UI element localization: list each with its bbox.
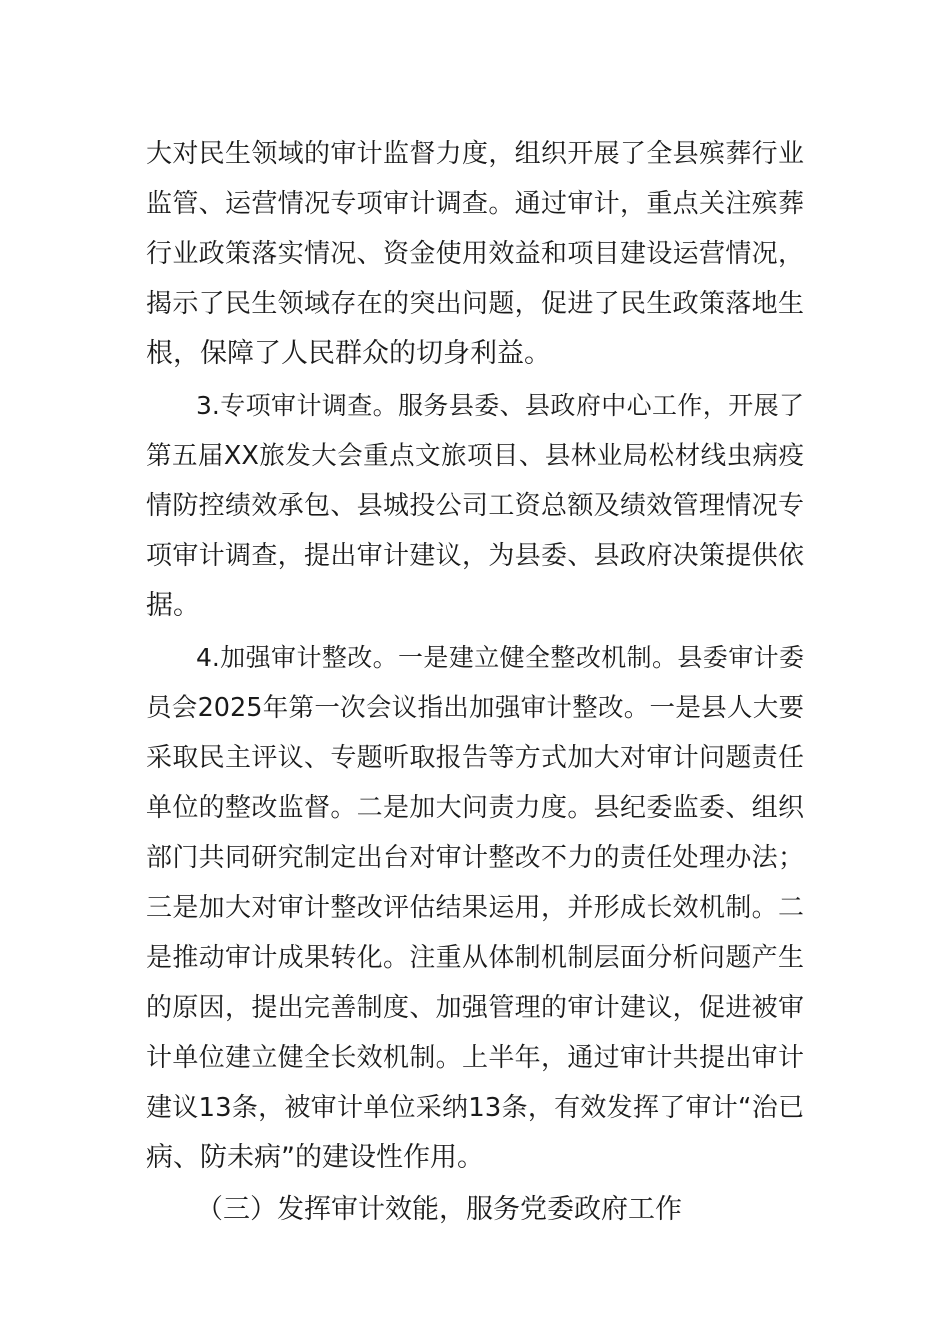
paragraph-line: 是推动审计成果转化。注重从体制机制层面分析问题产生 (146, 943, 804, 973)
paragraph-line: 行业政策落实情况、资金使用效益和项目建设运营情况， (146, 239, 804, 269)
paragraph-line: 监管、运营情况专项审计调查。通过审计，重点关注殡葬 (146, 189, 804, 219)
paragraph-line: 部门共同研究制定出台对审计整改不力的责任处理办法； (146, 843, 804, 873)
paragraph-line: 病、防未病”的建设性作用。 (146, 1142, 484, 1173)
paragraph-line: 根，保障了人民群众的切身利益。 (146, 338, 551, 369)
paragraph-line: 的原因，提出完善制度、加强管理的审计建议，促进被审 (146, 993, 804, 1023)
paragraph-line: 据。 (146, 590, 200, 621)
paragraph-line: 单位的整改监督。二是加大问责力度。县纪委监委、组织 (146, 793, 804, 823)
paragraph-line: 4.加强审计整改。一是建立健全整改机制。县委审计委 (196, 643, 804, 672)
paragraph-line: 计单位建立健全长效机制。上半年，通过审计共提出审计 (146, 1043, 804, 1073)
paragraph-line: 情防控绩效承包、县城投公司工资总额及绩效管理情况专 (146, 491, 804, 521)
section-heading: （三）发挥审计效能，服务党委政府工作 (196, 1194, 682, 1225)
paragraph-line: 三是加大对审计整改评估结果运用，并形成长效机制。二 (146, 893, 804, 923)
paragraph-line: 3.专项审计调查。服务县委、县政府中心工作，开展了 (196, 391, 804, 420)
paragraph-line: 大对民生领域的审计监督力度，组织开展了全县殡葬行业 (146, 139, 804, 169)
paragraph-line: 项审计调查，提出审计建议，为县委、县政府决策提供依 (146, 541, 804, 571)
paragraph-line: 员会2025年第一次会议指出加强审计整改。一是县人大要 (146, 693, 804, 723)
paragraph-line: 第五届XX旅发大会重点文旅项目、县林业局松材线虫病疫 (146, 441, 804, 471)
paragraph-line: 建议13条，被审计单位采纳13条，有效发挥了审计“治已 (146, 1093, 804, 1123)
paragraph-line: 采取民主评议、专题听取报告等方式加大对审计问题责任 (146, 743, 804, 773)
paragraph-line: 揭示了民生领域存在的突出问题，促进了民生政策落地生 (146, 289, 804, 319)
